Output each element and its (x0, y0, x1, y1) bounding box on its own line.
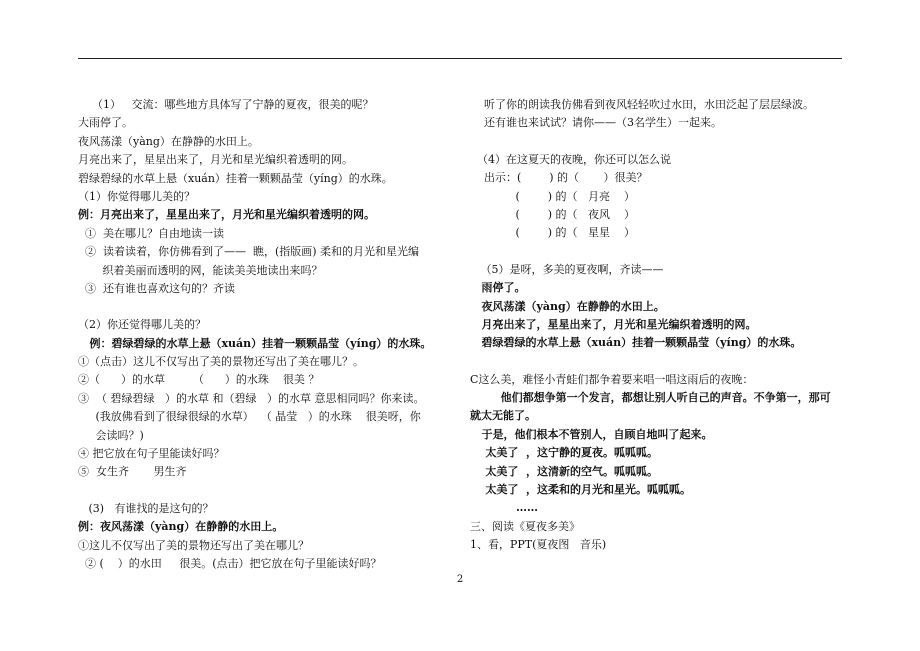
text-line: 三、阅读《夏夜多美》 (470, 519, 580, 533)
text-line: 碧绿碧绿的水草上悬（xuán）挂着一颗颗晶莹（yíng）的水珠。 (470, 336, 802, 350)
text-line: 大雨停了。 (78, 116, 133, 130)
text-line: 织着美丽而透明的网，能读美美地读出来吗？ (78, 263, 323, 277)
text-line: 例：碧绿碧绿的水草上悬（xuán）挂着一颗颗晶莹（yíng）的水珠。 (78, 336, 432, 350)
text-line: 出示：( ) 的（ ）很美？ (470, 171, 648, 185)
text-line: 听了你的朗读我仿佛看到夜风轻轻吹过水田，水田泛起了层层绿波。 (470, 98, 814, 111)
text-line: 例：夜风荡漾（yàng）在静静的水田上。 (78, 520, 284, 534)
paragraph-gap (470, 353, 850, 371)
text-line: ( ) 的（ 星星 ） (470, 226, 635, 240)
text-line: 1、看，PPT(夏夜图 音乐) (470, 538, 607, 552)
paragraph-gap (78, 298, 462, 316)
text-line: 月亮出来了，星星出来了，月光和星光编织着透明的网。 (470, 317, 757, 331)
paragraph-gap (470, 133, 850, 151)
text-line: 会读吗？) (78, 428, 144, 442)
text-line: 他们都想争第一个发言，都想让别人听自己的声音。不争第一，那可 (470, 391, 831, 405)
text-line: ③ （ 碧绿碧绿 ）的水草 和（碧绿 ）的水草 意思相同吗？你来读。 (78, 391, 425, 405)
page-number: 2 (456, 574, 464, 585)
text-line: 太美了 ，这柔和的月光和星光。呱呱呱。 (470, 483, 691, 497)
text-line: ⑤ 女生齐 男生齐 (78, 465, 187, 479)
text-line: ①这儿不仅写出了美的景物还写出了美在哪儿？ (78, 538, 309, 552)
text-line: 夜风荡漾（yàng）在静静的水田上。 (78, 134, 259, 148)
text-line: 夜风荡漾（yàng）在静静的水田上。 (470, 299, 665, 313)
paragraph-gap (470, 243, 850, 261)
text-line: C这么美，难怪小青蛙们都争着要来唱一唱这雨后的夜晚： (470, 372, 754, 386)
text-line: ②（ ）的水草 （ ）的水珠 很美 ？ (78, 373, 320, 387)
text-line: ② 读着读着，你仿佛看到了—— 瞧，(指版画) 柔和的月光和星光编 (78, 245, 420, 259)
text-line: ① 美在哪儿？自由地读一读 (78, 226, 224, 240)
text-line: 例：月亮出来了，星星出来了，月光和星光编织着透明的网。 (78, 208, 375, 222)
text-line: (我放佛看到了很绿很绿的水草） （ 晶莹 ）的水珠 很美呀，你 (78, 410, 421, 424)
text-line: 就太无能了。 (470, 409, 536, 423)
text-line: 于是，他们根本不管别人，自顾自地叫了起来。 (470, 427, 713, 441)
text-line: 月亮出来了，星星出来了，月光和星光编织着透明的网。 (78, 153, 353, 167)
text-line: ( ) 的（ 月亮 ） (470, 189, 635, 203)
text-line: ② ( ）的水田 很美。(点击）把它放在句子里能读好吗？ (78, 556, 382, 570)
text-line: 太美了 ，这清新的空气。呱呱呱。 (470, 464, 658, 478)
text-line: 雨停了。 (470, 281, 526, 295)
text-line: ①（点击）这儿不仅写出了美的景物还写出了美在哪儿？。 (78, 355, 364, 369)
text-line: （4）在这夏天的夜晚，你还可以怎么说 (470, 152, 671, 166)
text-line: 碧绿碧绿的水草上悬（xuán）挂着一颗颗晶莹（yíng）的水珠。 (78, 171, 393, 185)
text-line: 还有谁也来试试？请你——（3名学生）一起来。 (470, 116, 722, 130)
left-column (78, 96, 462, 573)
text-line: ③ 还有谁也喜欢这句的？齐读 (78, 281, 235, 295)
text-line: （5）是呀，多美的夏夜啊，齐读—— (470, 262, 664, 276)
paragraph-gap (78, 482, 462, 500)
text-line: （2）你还觉得哪儿美的？ (78, 318, 206, 332)
text-line: 太美了 ，这宁静的夏夜。呱呱呱。 (470, 446, 658, 460)
text-line: ( ) 的（ 夜风 ） (470, 207, 635, 221)
text-line: …… (470, 501, 538, 515)
text-line: （1） 交流：哪些地方具体写了宁静的夏夜，很美的呢？ (78, 98, 374, 111)
text-line: （1）你觉得哪儿美的？ (78, 189, 195, 203)
header-rule (78, 58, 842, 59)
text-line: ④ 把它放在句子里能读好吗？ (78, 447, 225, 461)
right-column (470, 96, 850, 555)
text-line: (3) 有谁找的是这句的？ (78, 501, 214, 515)
